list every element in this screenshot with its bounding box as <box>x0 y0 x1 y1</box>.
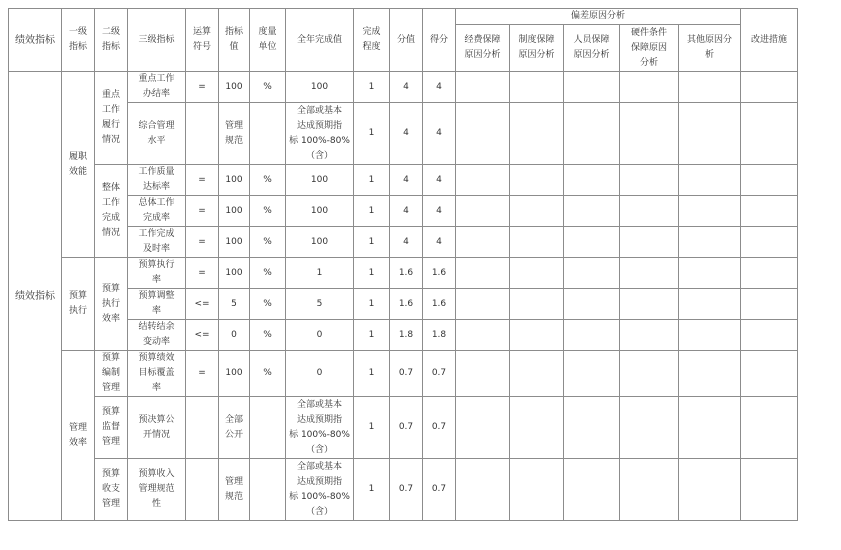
header-perf-indicator: 绩效指标 <box>9 9 62 72</box>
dev-funding-cell <box>456 72 510 103</box>
header-level2: 二级 指标 <box>95 9 128 72</box>
table-row <box>9 258 798 289</box>
improvement-cell <box>741 103 798 165</box>
score-weight-cell: 1.6 <box>390 289 423 320</box>
dev-system-cell <box>510 227 564 258</box>
dev-funding-cell <box>456 258 510 289</box>
target-value-cell: 管理 规范 <box>219 459 250 521</box>
annual-completion-cell: 100 <box>286 196 354 227</box>
dev-personnel-cell <box>564 289 620 320</box>
header-score: 得分 <box>423 9 456 72</box>
dev-funding-cell <box>456 227 510 258</box>
dev-system-cell <box>510 459 564 521</box>
header-deviation-group: 偏差原因分析 <box>456 9 741 25</box>
table-row <box>9 227 798 258</box>
dev-personnel-cell <box>564 103 620 165</box>
level2-cell: 重点 工作 履行 情况 <box>95 72 128 165</box>
annual-completion-cell: 100 <box>286 227 354 258</box>
unit-cell <box>250 397 286 459</box>
header-level1: 一级 指标 <box>62 9 95 72</box>
dev-personnel-cell <box>564 258 620 289</box>
table-row <box>9 72 798 103</box>
table-row <box>9 351 798 397</box>
score-cell: 1.6 <box>423 289 456 320</box>
table-row <box>9 165 798 196</box>
dev-other-cell <box>679 72 741 103</box>
dev-other-cell <box>679 103 741 165</box>
annual-completion-cell: 0 <box>286 320 354 351</box>
annual-completion-cell: 0 <box>286 351 354 397</box>
dev-system-cell <box>510 258 564 289</box>
header-dev-system: 制度保障 原因分析 <box>510 25 564 72</box>
score-weight-cell: 1.8 <box>390 320 423 351</box>
dev-system-cell <box>510 103 564 165</box>
dev-other-cell <box>679 351 741 397</box>
score-cell: 0.7 <box>423 459 456 521</box>
improvement-cell <box>741 227 798 258</box>
level2-cell: 预算 执行 效率 <box>95 258 128 351</box>
operator-cell: = <box>186 165 219 196</box>
unit-cell: % <box>250 289 286 320</box>
dev-funding-cell <box>456 320 510 351</box>
dev-system-cell <box>510 196 564 227</box>
score-weight-cell: 0.7 <box>390 459 423 521</box>
level1-sub-cell: 履职 效能 <box>62 72 95 258</box>
header-improvement: 改进措施 <box>741 9 798 72</box>
improvement-cell <box>741 289 798 320</box>
completion-degree-cell: 1 <box>354 459 390 521</box>
operator-cell: = <box>186 227 219 258</box>
dev-hardware-cell <box>620 459 679 521</box>
performance-table <box>8 8 798 521</box>
score-weight-cell: 4 <box>390 103 423 165</box>
score-weight-cell: 4 <box>390 165 423 196</box>
improvement-cell <box>741 72 798 103</box>
header-unit: 度量 单位 <box>250 9 286 72</box>
dev-system-cell <box>510 351 564 397</box>
dev-funding-cell <box>456 165 510 196</box>
improvement-cell <box>741 196 798 227</box>
dev-personnel-cell <box>564 165 620 196</box>
level2-cell: 整体 工作 完成 情况 <box>95 165 128 258</box>
dev-personnel-cell <box>564 397 620 459</box>
level3-cell: 工作完成 及时率 <box>128 227 186 258</box>
header-target-value: 指标 值 <box>219 9 250 72</box>
unit-cell: % <box>250 227 286 258</box>
dev-personnel-cell <box>564 351 620 397</box>
completion-degree-cell: 1 <box>354 258 390 289</box>
level3-cell: 预决算公 开情况 <box>128 397 186 459</box>
dev-other-cell <box>679 227 741 258</box>
dev-funding-cell <box>456 289 510 320</box>
improvement-cell <box>741 397 798 459</box>
annual-completion-cell: 全部或基本 达成预期指 标 100%-80% （含） <box>286 397 354 459</box>
level3-cell: 预算执行 率 <box>128 258 186 289</box>
level3-cell: 工作质量 达标率 <box>128 165 186 196</box>
target-value-cell: 100 <box>219 165 250 196</box>
target-value-cell: 全部 公开 <box>219 397 250 459</box>
header-annual-completion: 全年完成值 <box>286 9 354 72</box>
dev-other-cell <box>679 459 741 521</box>
dev-other-cell <box>679 165 741 196</box>
annual-completion-cell: 1 <box>286 258 354 289</box>
completion-degree-cell: 1 <box>354 351 390 397</box>
completion-degree-cell: 1 <box>354 289 390 320</box>
score-weight-cell: 4 <box>390 227 423 258</box>
dev-other-cell <box>679 289 741 320</box>
score-weight-cell: 0.7 <box>390 351 423 397</box>
target-value-cell: 100 <box>219 72 250 103</box>
table-row <box>9 289 798 320</box>
level2-cell: 预算 监督 管理 <box>95 397 128 459</box>
score-cell: 4 <box>423 103 456 165</box>
score-cell: 1.8 <box>423 320 456 351</box>
dev-other-cell <box>679 258 741 289</box>
completion-degree-cell: 1 <box>354 227 390 258</box>
dev-personnel-cell <box>564 459 620 521</box>
score-cell: 4 <box>423 196 456 227</box>
completion-degree-cell: 1 <box>354 397 390 459</box>
dev-hardware-cell <box>620 165 679 196</box>
level1-sub-cell: 管理 效率 <box>62 351 95 521</box>
score-weight-cell: 4 <box>390 72 423 103</box>
improvement-cell <box>741 258 798 289</box>
dev-system-cell <box>510 289 564 320</box>
dev-funding-cell <box>456 351 510 397</box>
level3-cell: 预算收入 管理规范 性 <box>128 459 186 521</box>
operator-cell: = <box>186 72 219 103</box>
level3-cell: 预算绩效 目标覆盖 率 <box>128 351 186 397</box>
table-row <box>9 320 798 351</box>
dev-hardware-cell <box>620 196 679 227</box>
score-cell: 1.6 <box>423 258 456 289</box>
target-value-cell: 5 <box>219 289 250 320</box>
operator-cell <box>186 459 219 521</box>
completion-degree-cell: 1 <box>354 103 390 165</box>
level3-cell: 结转结余 变动率 <box>128 320 186 351</box>
operator-cell <box>186 397 219 459</box>
table-row <box>9 397 798 459</box>
target-value-cell: 100 <box>219 196 250 227</box>
dev-other-cell <box>679 196 741 227</box>
score-cell: 4 <box>423 165 456 196</box>
unit-cell: % <box>250 196 286 227</box>
dev-personnel-cell <box>564 72 620 103</box>
dev-system-cell <box>510 320 564 351</box>
dev-system-cell <box>510 397 564 459</box>
header-level3: 三级指标 <box>128 9 186 72</box>
level1-sub-cell: 预算 执行 <box>62 258 95 351</box>
operator-cell: = <box>186 351 219 397</box>
level3-cell: 重点工作 办结率 <box>128 72 186 103</box>
dev-hardware-cell <box>620 397 679 459</box>
score-weight-cell: 0.7 <box>390 397 423 459</box>
dev-personnel-cell <box>564 320 620 351</box>
dev-hardware-cell <box>620 103 679 165</box>
dev-hardware-cell <box>620 258 679 289</box>
annual-completion-cell: 5 <box>286 289 354 320</box>
table-row <box>9 459 798 521</box>
operator-cell <box>186 103 219 165</box>
operator-cell: <= <box>186 320 219 351</box>
score-cell: 4 <box>423 72 456 103</box>
operator-cell: = <box>186 258 219 289</box>
improvement-cell <box>741 165 798 196</box>
header-dev-other: 其他原因分 析 <box>679 25 741 72</box>
dev-funding-cell <box>456 196 510 227</box>
dev-hardware-cell <box>620 227 679 258</box>
level2-cell: 预算 编制 管理 <box>95 351 128 397</box>
improvement-cell <box>741 351 798 397</box>
annual-completion-cell: 全部或基本 达成预期指 标 100%-80% （含） <box>286 459 354 521</box>
dev-other-cell <box>679 397 741 459</box>
completion-degree-cell: 1 <box>354 165 390 196</box>
score-weight-cell: 4 <box>390 196 423 227</box>
dev-system-cell <box>510 72 564 103</box>
dev-other-cell <box>679 320 741 351</box>
unit-cell: % <box>250 165 286 196</box>
header-score-weight: 分值 <box>390 9 423 72</box>
unit-cell <box>250 459 286 521</box>
target-value-cell: 0 <box>219 320 250 351</box>
dev-funding-cell <box>456 397 510 459</box>
dev-hardware-cell <box>620 351 679 397</box>
header-dev-hardware: 硬件条件 保障原因 分析 <box>620 25 679 72</box>
annual-completion-cell: 100 <box>286 72 354 103</box>
table-row <box>9 196 798 227</box>
target-value-cell: 100 <box>219 258 250 289</box>
annual-completion-cell: 100 <box>286 165 354 196</box>
dev-funding-cell <box>456 459 510 521</box>
dev-personnel-cell <box>564 227 620 258</box>
level1-cell: 绩效指标 <box>9 72 62 521</box>
level3-cell: 预算调整 率 <box>128 289 186 320</box>
operator-cell: <= <box>186 289 219 320</box>
completion-degree-cell: 1 <box>354 320 390 351</box>
unit-cell: % <box>250 320 286 351</box>
table-row <box>9 103 798 165</box>
score-cell: 0.7 <box>423 351 456 397</box>
unit-cell <box>250 103 286 165</box>
dev-funding-cell <box>456 103 510 165</box>
operator-cell: = <box>186 196 219 227</box>
dev-hardware-cell <box>620 72 679 103</box>
level3-cell: 综合管理 水平 <box>128 103 186 165</box>
unit-cell: % <box>250 258 286 289</box>
target-value-cell: 100 <box>219 227 250 258</box>
dev-system-cell <box>510 165 564 196</box>
header-completion-degree: 完成 程度 <box>354 9 390 72</box>
dev-hardware-cell <box>620 320 679 351</box>
target-value-cell: 100 <box>219 351 250 397</box>
annual-completion-cell: 全部或基本 达成预期指 标 100%-80% （含） <box>286 103 354 165</box>
header-dev-funding: 经费保障 原因分析 <box>456 25 510 72</box>
improvement-cell <box>741 459 798 521</box>
level3-cell: 总体工作 完成率 <box>128 196 186 227</box>
score-cell: 4 <box>423 227 456 258</box>
header-dev-personnel: 人员保障 原因分析 <box>564 25 620 72</box>
completion-degree-cell: 1 <box>354 72 390 103</box>
target-value-cell: 管理 规范 <box>219 103 250 165</box>
score-weight-cell: 1.6 <box>390 258 423 289</box>
dev-hardware-cell <box>620 289 679 320</box>
dev-personnel-cell <box>564 196 620 227</box>
unit-cell: % <box>250 351 286 397</box>
completion-degree-cell: 1 <box>354 196 390 227</box>
header-operator: 运算 符号 <box>186 9 219 72</box>
unit-cell: % <box>250 72 286 103</box>
improvement-cell <box>741 320 798 351</box>
score-cell: 0.7 <box>423 397 456 459</box>
level2-cell: 预算 收支 管理 <box>95 459 128 521</box>
